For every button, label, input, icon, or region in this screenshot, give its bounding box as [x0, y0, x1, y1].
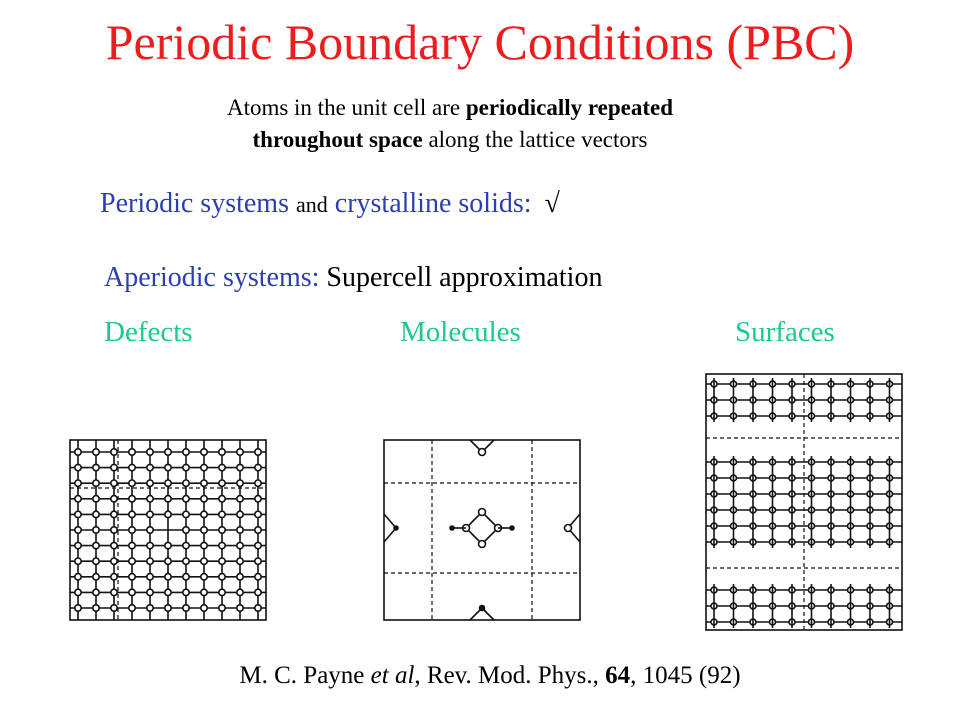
- atom: [165, 449, 171, 455]
- atom: [147, 527, 153, 533]
- atom: [111, 589, 117, 595]
- surfaces-label: Surfaces: [735, 316, 835, 348]
- atom: [129, 558, 135, 564]
- atom: [93, 464, 99, 470]
- atom: [165, 511, 171, 517]
- atom: [111, 542, 117, 548]
- atom: [183, 605, 189, 611]
- atom: [147, 496, 153, 502]
- atom: [255, 527, 261, 533]
- atom: [129, 589, 135, 595]
- atom: [201, 605, 207, 611]
- atom: [75, 511, 81, 517]
- atom: [201, 542, 207, 548]
- atom: [111, 574, 117, 580]
- atom: [479, 449, 486, 456]
- atom: [93, 527, 99, 533]
- atom: [129, 542, 135, 548]
- atom: [111, 464, 117, 470]
- atom: [111, 496, 117, 502]
- atom: [111, 558, 117, 564]
- atom: [255, 574, 261, 580]
- atom: [147, 574, 153, 580]
- atom: [510, 526, 514, 530]
- atom: [165, 589, 171, 595]
- atom: [93, 496, 99, 502]
- ref-volume: 64: [605, 662, 631, 689]
- atom: [93, 542, 99, 548]
- atom: [75, 496, 81, 502]
- atom: [75, 480, 81, 486]
- atom: [75, 464, 81, 470]
- atom: [111, 511, 117, 517]
- atom: [255, 464, 261, 470]
- atom: [165, 480, 171, 486]
- atom: [255, 449, 261, 455]
- atom: [147, 511, 153, 517]
- atom: [111, 605, 117, 611]
- atom: [255, 542, 261, 548]
- atom: [129, 527, 135, 533]
- atom: [237, 589, 243, 595]
- atom: [183, 589, 189, 595]
- atom: [255, 558, 261, 564]
- atom: [147, 449, 153, 455]
- atom: [93, 574, 99, 580]
- atom: [111, 480, 117, 486]
- check-mark: √: [544, 188, 560, 219]
- atom: [479, 509, 486, 516]
- atom: [183, 511, 189, 517]
- atom: [129, 480, 135, 486]
- atom: [219, 574, 225, 580]
- supercell-label: Supercell approximation: [326, 262, 603, 293]
- atom: [165, 542, 171, 548]
- atom: [201, 496, 207, 502]
- atom: [183, 449, 189, 455]
- aperiodic-systems-line: [104, 262, 602, 294]
- atom: [75, 558, 81, 564]
- atom: [219, 542, 225, 548]
- atom: [183, 542, 189, 548]
- ref-authors: M. C. Payne: [239, 662, 371, 689]
- atom: [165, 464, 171, 470]
- atom: [93, 605, 99, 611]
- intro-part1: Atoms in the unit cell are: [226, 95, 466, 120]
- intro-part2: along the lattice vectors: [422, 127, 648, 152]
- atom: [255, 589, 261, 595]
- atom: [237, 605, 243, 611]
- atom: [237, 464, 243, 470]
- atom: [219, 589, 225, 595]
- atom: [165, 574, 171, 580]
- atom: [201, 589, 207, 595]
- atom: [183, 464, 189, 470]
- atom: [183, 558, 189, 564]
- periodic-systems-line: [100, 188, 560, 220]
- slide-title: Periodic Boundary Conditions (PBC): [105, 14, 855, 70]
- intro-bold1: periodically repeated: [465, 95, 674, 120]
- atom: [201, 558, 207, 564]
- atom: [219, 527, 225, 533]
- atom: [255, 496, 261, 502]
- atom: [480, 606, 485, 611]
- atom: [75, 527, 81, 533]
- periodic-systems-label: Periodic systems: [100, 188, 289, 219]
- and-label: and: [296, 192, 328, 217]
- atom: [183, 496, 189, 502]
- aperiodic-systems-label: Aperiodic systems:: [104, 262, 320, 293]
- atom: [147, 542, 153, 548]
- crystalline-solids-label: crystalline solids:: [334, 188, 532, 219]
- atom: [237, 574, 243, 580]
- atom: [111, 449, 117, 455]
- atom: [129, 464, 135, 470]
- atom: [479, 541, 486, 548]
- atom: [75, 605, 81, 611]
- atom: [219, 496, 225, 502]
- atom: [75, 449, 81, 455]
- atom: [183, 527, 189, 533]
- atom: [147, 480, 153, 486]
- molecules-cell-border: [384, 440, 580, 620]
- molecule-ring: [466, 512, 498, 544]
- atom: [201, 480, 207, 486]
- atom: [129, 511, 135, 517]
- atom: [111, 527, 117, 533]
- surfaces-supercell-figure: [704, 372, 904, 632]
- atom: [165, 496, 171, 502]
- atom: [93, 480, 99, 486]
- reference-citation: [0, 662, 960, 690]
- ref-journal: , Rev. Mod. Phys.,: [414, 662, 606, 689]
- atom: [219, 464, 225, 470]
- atom: [201, 527, 207, 533]
- atom: [75, 589, 81, 595]
- atom: [237, 449, 243, 455]
- atom: [219, 480, 225, 486]
- atom: [147, 605, 153, 611]
- ref-etal: et al: [370, 662, 415, 689]
- atom: [93, 558, 99, 564]
- atom: [93, 449, 99, 455]
- atom: [93, 511, 99, 517]
- atom: [129, 496, 135, 502]
- atom: [255, 605, 261, 611]
- atom: [147, 464, 153, 470]
- defects-label: Defects: [104, 316, 193, 348]
- atom: [147, 558, 153, 564]
- atom: [219, 449, 225, 455]
- intro-bold2: throughout space: [252, 127, 423, 152]
- atom: [237, 527, 243, 533]
- atom: [183, 574, 189, 580]
- atom: [75, 542, 81, 548]
- atom: [219, 605, 225, 611]
- atom: [394, 526, 398, 530]
- atom: [201, 511, 207, 517]
- atom: [237, 558, 243, 564]
- atom: [183, 480, 189, 486]
- molecules-supercell-figure: [382, 438, 584, 622]
- atom: [201, 574, 207, 580]
- atom: [201, 449, 207, 455]
- atom: [237, 542, 243, 548]
- atom: [255, 480, 261, 486]
- molecules-label: Molecules: [400, 316, 521, 348]
- atom: [565, 525, 572, 532]
- atom: [165, 558, 171, 564]
- atom: [237, 496, 243, 502]
- atom: [93, 589, 99, 595]
- atom: [129, 605, 135, 611]
- atom: [219, 558, 225, 564]
- atom: [165, 605, 171, 611]
- atom: [255, 511, 261, 517]
- atom: [237, 511, 243, 517]
- atom: [237, 480, 243, 486]
- atom: [75, 574, 81, 580]
- intro-text: [0, 92, 900, 156]
- atom: [129, 449, 135, 455]
- defects-supercell-figure: [68, 438, 270, 622]
- atom: [450, 526, 454, 530]
- atom: [147, 589, 153, 595]
- atom: [201, 464, 207, 470]
- atom: [129, 574, 135, 580]
- ref-pages-year: , 1045 (92): [630, 662, 741, 689]
- atom: [219, 511, 225, 517]
